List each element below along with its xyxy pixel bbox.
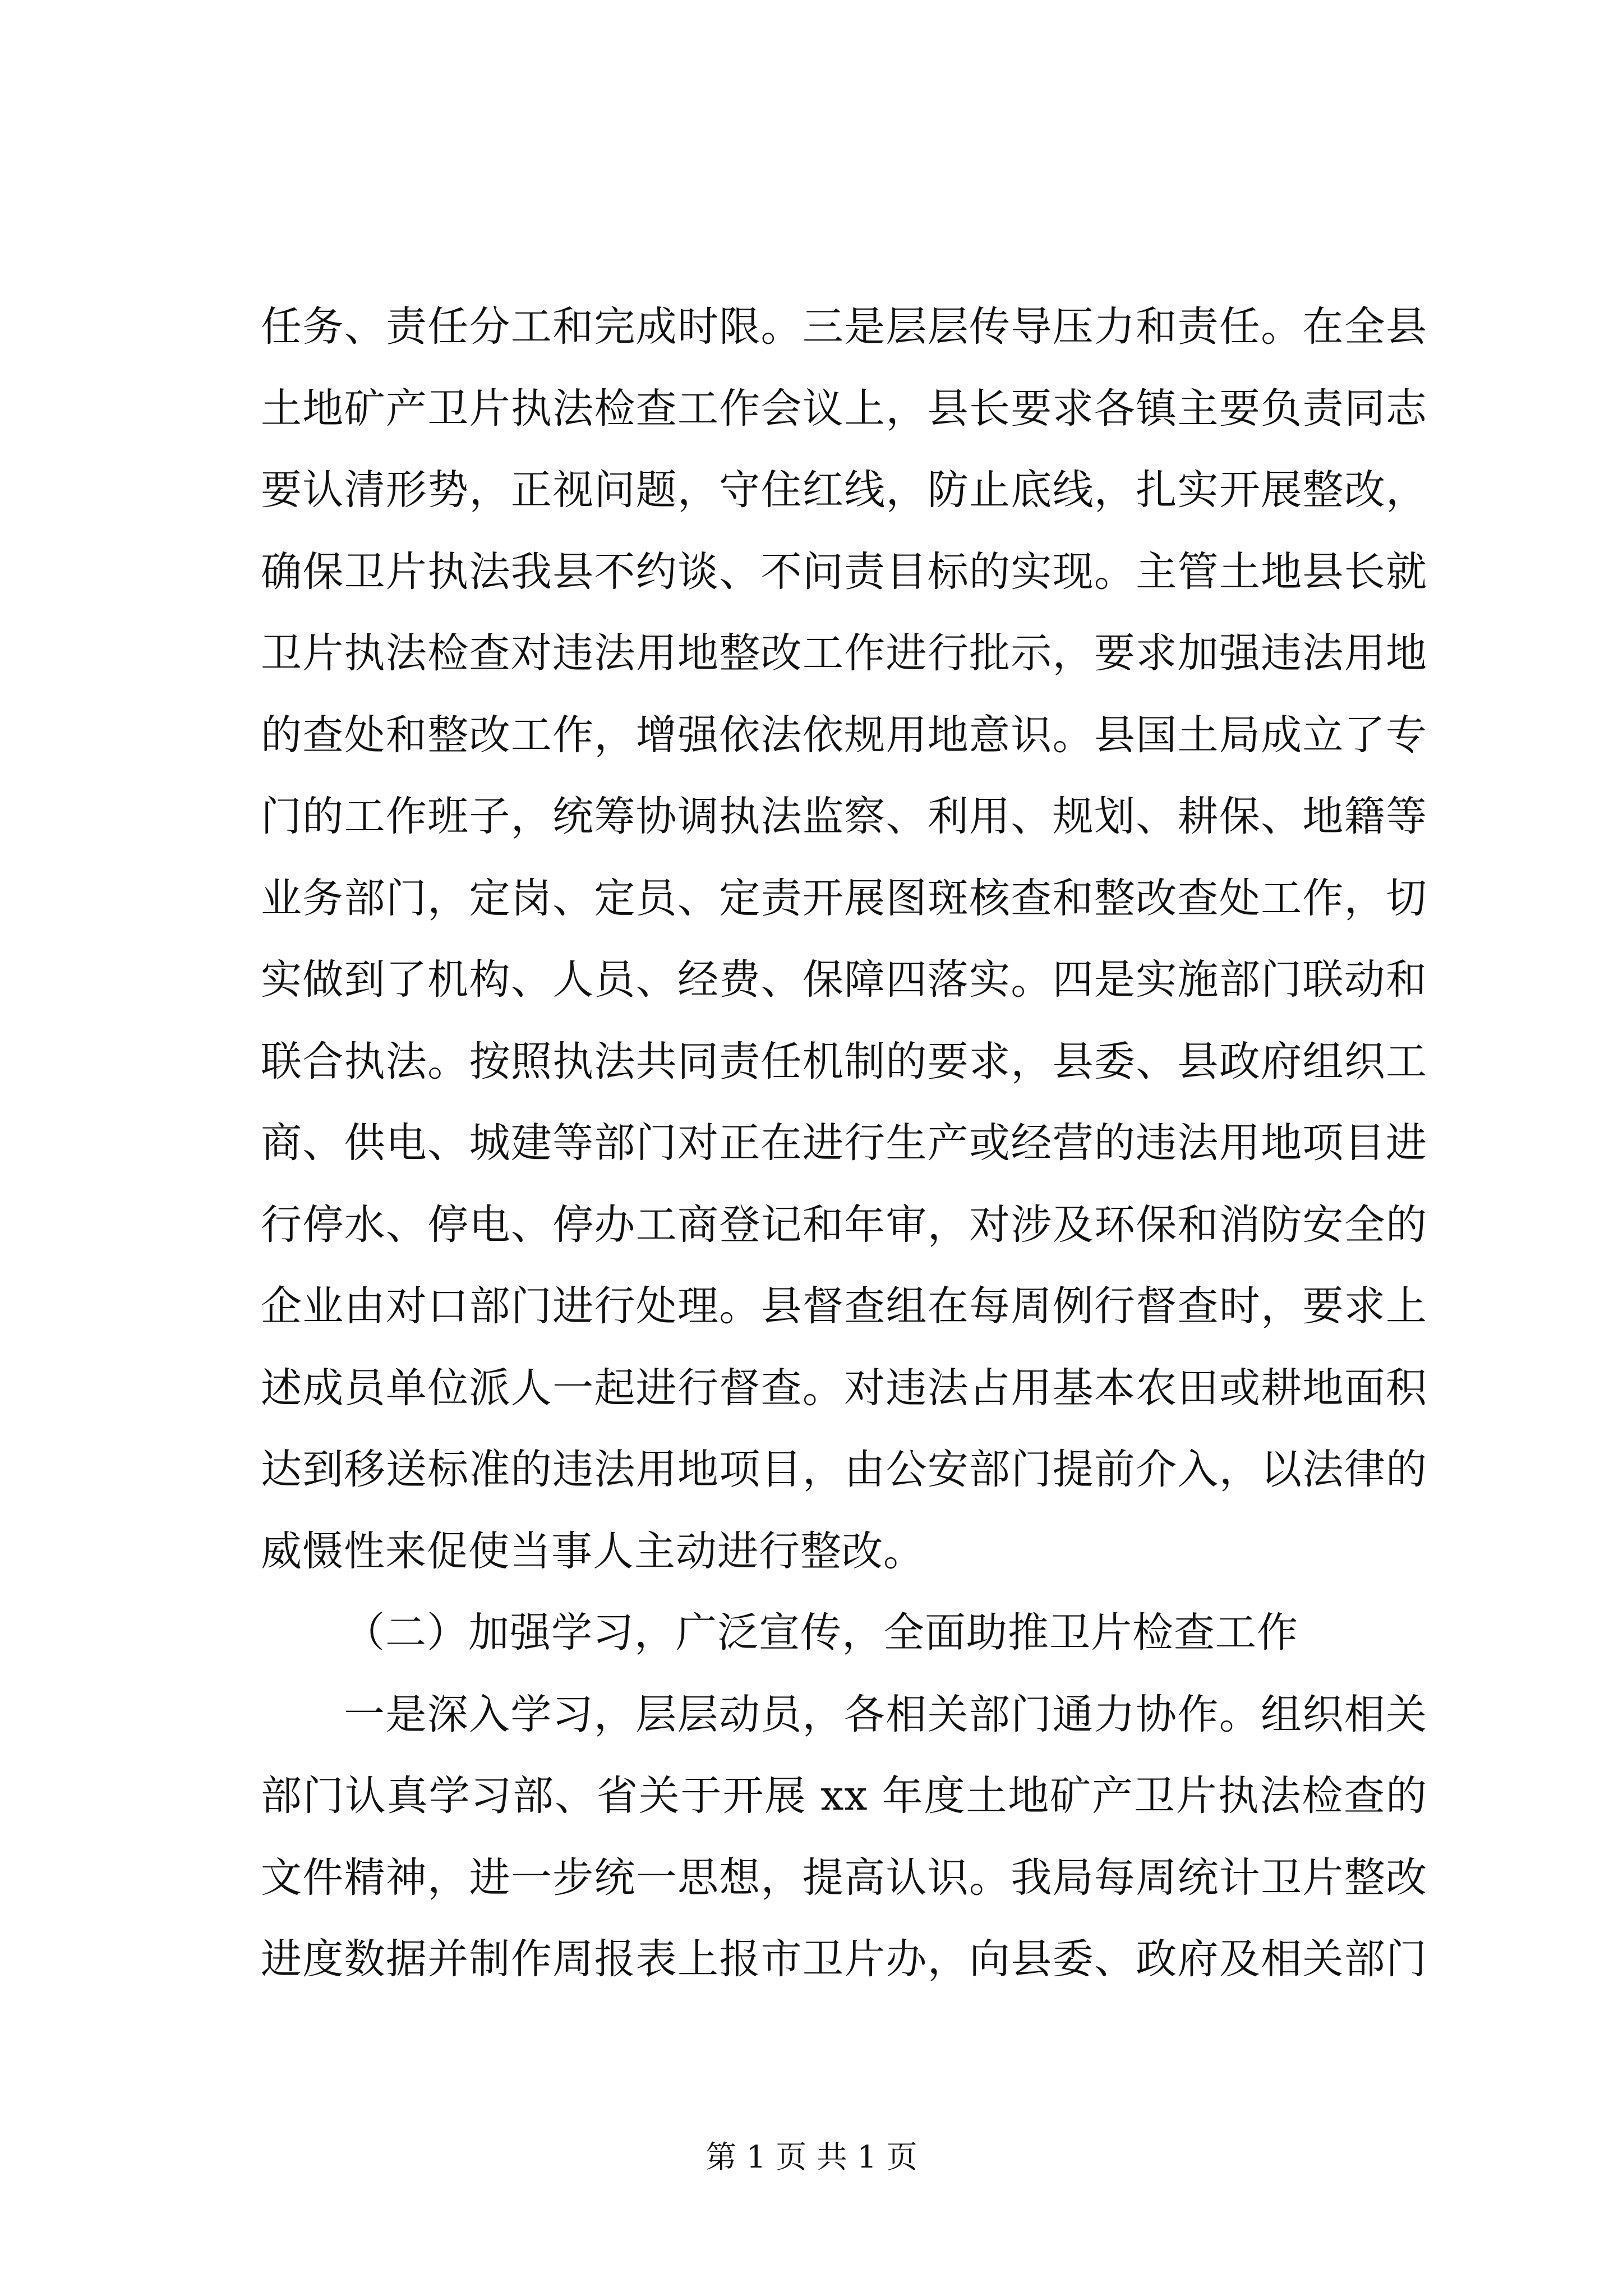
paragraph-line: 任务、责任分工和完成时限。三是层层传导压力和责任。在全县: [261, 303, 1427, 351]
document-body: [261, 286, 1427, 2000]
paragraph-line: 业务部门，定岗、定员、定责开展图斑核查和整改查处工作，切: [261, 874, 1427, 922]
paragraph-line: 企业由对口部门进行处理。县督查组在每周例行督查时，要求上: [261, 1282, 1427, 1330]
section-heading: （二）加强学习，广泛宣传，全面助推卫片检查工作: [344, 1609, 1298, 1657]
paragraph-line-first: 一是深入学习，层层动员，各相关部门通力协作。组织相关: [344, 1690, 1427, 1738]
paragraph-line-last: 威慑性来促使当事人主动进行整改。: [261, 1527, 925, 1575]
paragraph-line: 联合执法。按照执法共同责任机制的要求，县委、县政府组织工: [261, 1037, 1427, 1085]
paragraph-line: 进度数据并制作周报表上报市卫片办，向县委、政府及相关部门: [261, 1935, 1427, 1983]
paragraph-line: 的查处和整改工作，增强依法依规用地意识。县国土局成立了专: [261, 711, 1427, 759]
paragraph-line: 门的工作班子，统筹协调执法监察、利用、规划、耕保、地籍等: [261, 793, 1427, 840]
paragraph-line: 达到移送标准的违法用地项目，由公安部门提前介入，以法律的: [261, 1446, 1427, 1493]
paragraph-line: 部门认真学习部、省关于开展 xx 年度土地矿产卫片执法检查的: [261, 1772, 1427, 1820]
paragraph-line: 要认清形势，正视问题，守住红线，防止底线，扎实开展整改，: [261, 466, 1427, 514]
paragraph-line: 述成员单位派人一起进行督查。对违法占用基本农田或耕地面积: [261, 1364, 1427, 1412]
page-number-footer: 第 1 页 共 1 页: [706, 2139, 917, 2175]
paragraph-line: 实做到了机构、人员、经费、保障四落实。四是实施部门联动和: [261, 956, 1427, 1004]
paragraph-line: 行停水、停电、停办工商登记和年审，对涉及环保和消防安全的: [261, 1200, 1427, 1249]
paragraph-line: 土地矿产卫片执法检查工作会议上，县长要求各镇主要负责同志: [261, 384, 1427, 432]
paragraph-line: 文件精神，进一步统一思想，提高认识。我局每周统计卫片整改: [261, 1853, 1427, 1902]
paragraph-line: 确保卫片执法我县不约谈、不问责目标的实现。主管土地县长就: [261, 547, 1427, 596]
paragraph-line: 商、供电、城建等部门对正在进行生产或经营的违法用地项目进: [261, 1119, 1427, 1167]
paragraph-line: 卫片执法检查对违法用地整改工作进行批示，要求加强违法用地: [261, 629, 1427, 677]
